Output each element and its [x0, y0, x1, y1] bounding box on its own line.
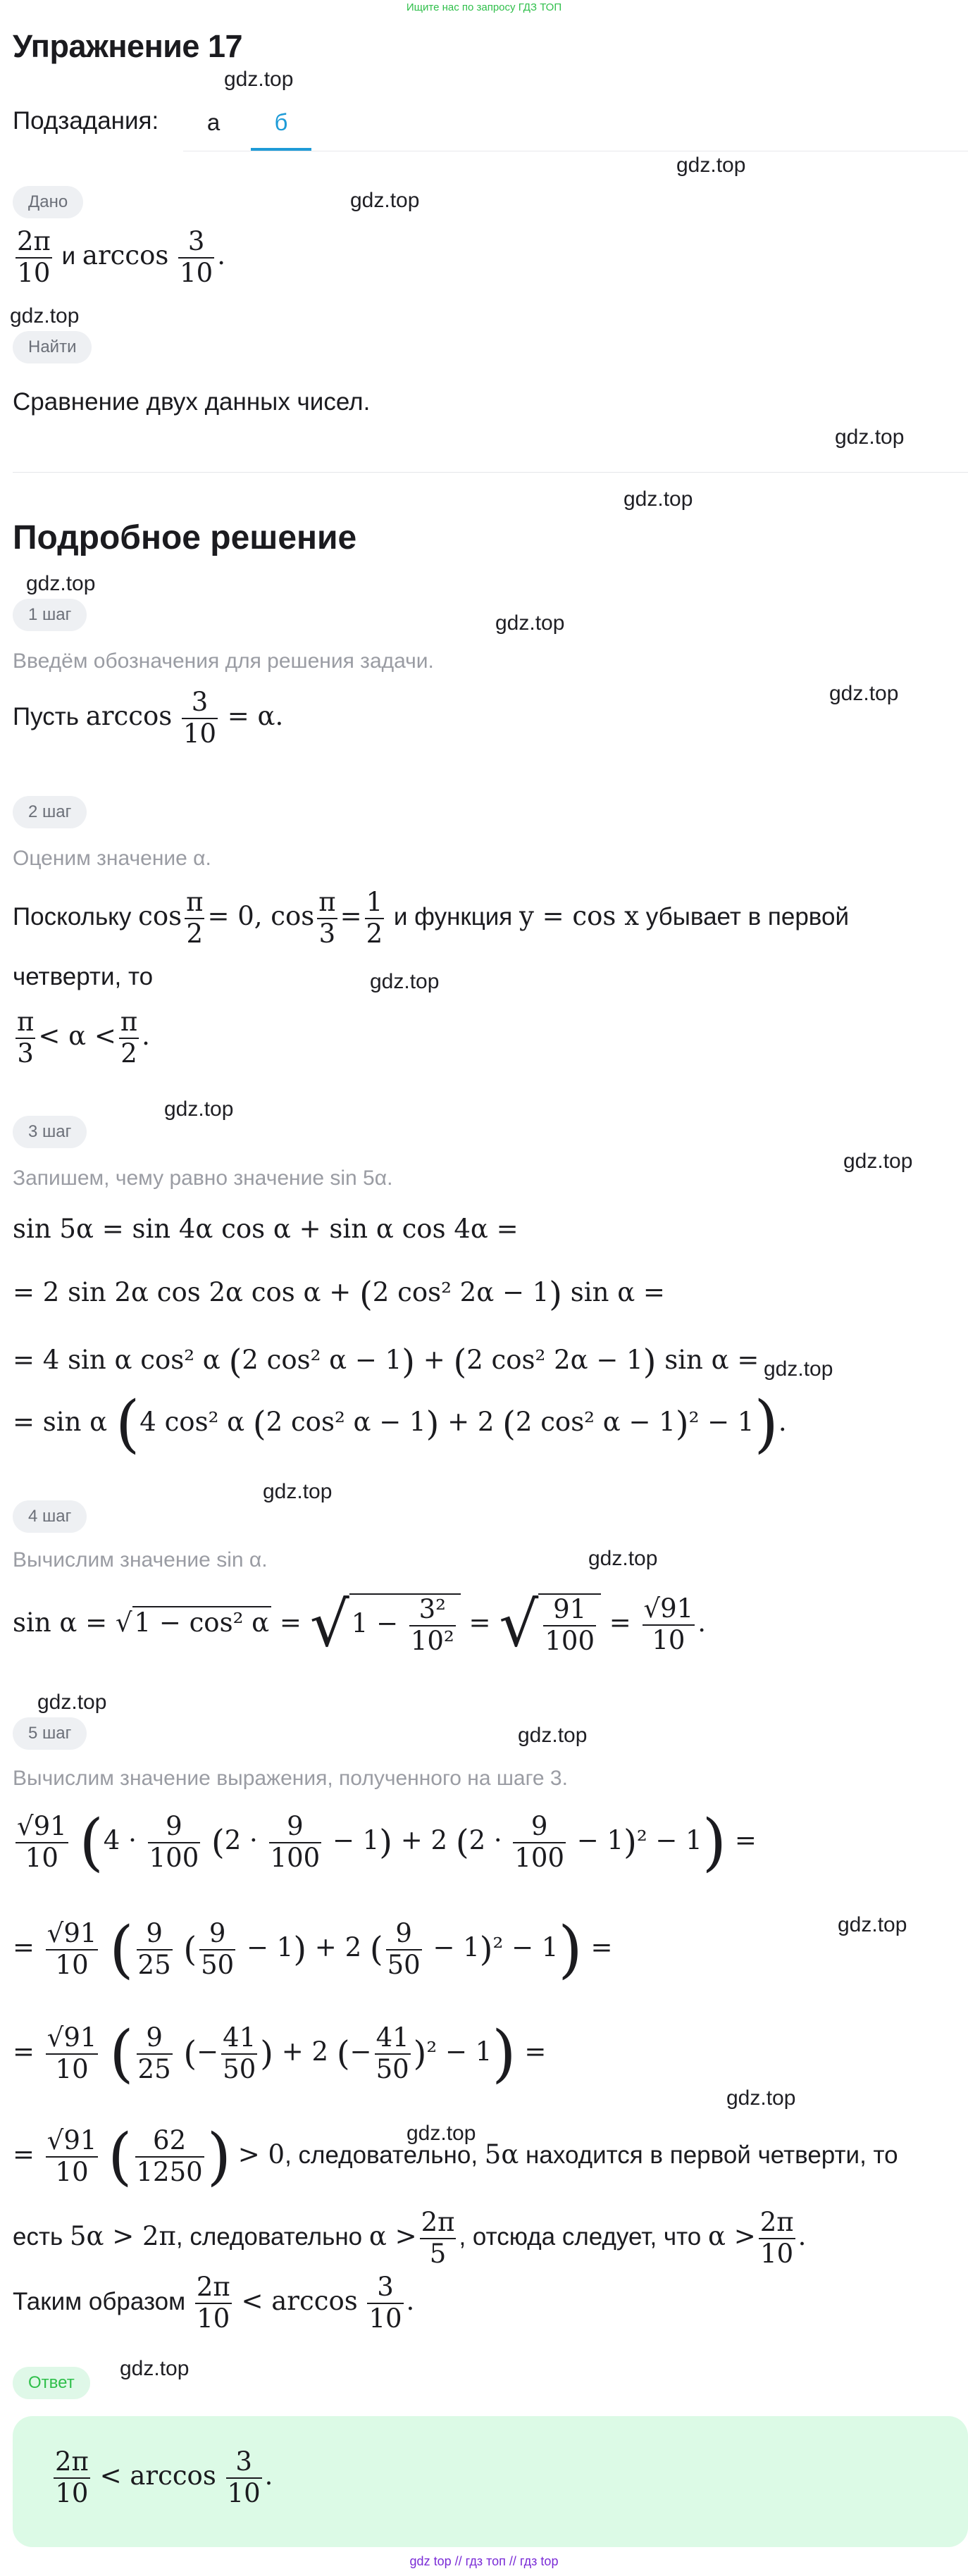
watermark: gdz.top — [726, 2086, 796, 2110]
step-4-badge: 4 шаг — [13, 1500, 87, 1533]
step-1-badge: 1 шаг — [13, 599, 87, 631]
step-4-math: sin α = √1 − cos² α = √1 − $\frac{\text{3²}}{\text{10²}}$ = √ $\frac{91}{100}$ = $\frac{√91}{10}$ . — [13, 1588, 706, 1661]
watermark: gdz.top — [835, 425, 905, 449]
watermark: gdz.top — [350, 189, 420, 212]
step-5-line6: Таким образом $\frac{2\pi}{10}$ < arccos $\frac{3}{10}$ . — [13, 2272, 415, 2334]
step-5-badge: 5 шаг — [13, 1717, 87, 1750]
step-2-math-line3: $\frac{\pi}{3}$ < α < $\frac{\pi}{2}$ . — [17, 1007, 150, 1069]
watermark: gdz.top — [370, 970, 440, 993]
watermark: gdz.top — [623, 487, 693, 511]
subtask-tabs — [183, 99, 968, 151]
step-1-desc: Введём обозначения для решения задачи. — [13, 649, 434, 673]
step-2-badge: 2 шаг — [13, 796, 87, 828]
watermark: gdz.top — [518, 1724, 588, 1747]
step-3-line4: = sin α (4 cos² α (2 cos² α − 1) + 2 (2 cos² α − 1)² − 1). — [13, 1387, 787, 1460]
step-5-line4: = $\frac{√91}{10}$ ( $\frac{62}{1250}$ ) > 0, следовательно, 5α находится в первой четверти, то — [13, 2120, 898, 2193]
given-and: и — [61, 242, 76, 270]
step-3-line3: = 4 sin α cos² α (2 cos² α − 1) + (2 cos² 2α − 1) sin α = — [13, 1342, 759, 1382]
watermark: gdz.top — [120, 2357, 190, 2380]
watermark: gdz.top — [26, 572, 96, 595]
watermark: gdz.top — [224, 68, 294, 91]
watermark: gdz.top — [37, 1691, 107, 1714]
watermark: gdz.top — [676, 154, 746, 177]
search-hint-banner: Ищите нас по запросу ГДЗ ТОП — [406, 1, 562, 13]
find-badge: Найти — [13, 331, 92, 363]
step-3-desc: Запишем, чему равно значение sin 5α. — [13, 1166, 393, 1190]
arccos-text: arccos — [82, 239, 169, 270]
watermark: gdz.top — [495, 611, 565, 635]
solution-title: Подробное решение — [13, 519, 357, 556]
watermark: gdz.top — [843, 1150, 913, 1173]
given-badge: Дано — [13, 186, 83, 218]
watermark: gdz.top — [263, 1480, 333, 1503]
step-1-math: Пусть arccos $\frac{3}{10}$ = α. — [13, 687, 284, 749]
find-text: Сравнение двух данных чисел. — [13, 388, 371, 416]
step-2-line2: четверти, то — [13, 963, 154, 990]
step-3-badge: 3 шаг — [13, 1116, 87, 1148]
fraction: $\frac{3}{10}$ — [180, 226, 213, 288]
fraction: $\frac{2\pi}{10}$ — [17, 226, 51, 288]
step-5-line3: = $\frac{√91}{10}$ ( $\frac{9}{25}$ (− $\frac{41}{50}$ ) + 2 (− $\frac{41}{50}$ )² − 1) = — [13, 2017, 547, 2090]
watermark: gdz.top — [588, 1547, 658, 1570]
tab-a[interactable]: а — [206, 109, 221, 135]
step-3-line2: = 2 sin 2α cos 2α cos α + (2 cos² 2α − 1) sin α = — [13, 1274, 665, 1314]
watermark: gdz.top — [829, 682, 899, 705]
step-5-line1: $\frac{√91}{10}$ (4 · $\frac{9}{100}$ (2 · $\frac{9}{100}$ − 1) + 2 (2 · $\frac{9}{100}$ − 1)² − 1) = — [17, 1805, 757, 1879]
watermark: gdz.top — [164, 1097, 234, 1121]
divider — [13, 472, 968, 473]
watermark: gdz.top — [838, 1913, 907, 1936]
page-title: Упражнение 17 — [13, 28, 243, 64]
step-2-desc: Оценим значение α. — [13, 847, 211, 870]
watermark: gdz.top — [764, 1357, 833, 1381]
answer-math: $\frac{2\pi}{10}$ < arccos $\frac{3}{10}$ . — [55, 2446, 273, 2508]
given-expression: $\frac{2\pi}{10}$ и arccos $\frac{3}{10}$ . — [17, 226, 225, 288]
step-5-desc: Вычислим значение выражения, полученного на шаге 3. — [13, 1767, 568, 1790]
footer-links[interactable]: gdz top // гдз топ // гдз top — [409, 2554, 559, 2568]
step-5-line5: есть 5α > 2π, следовательно α > $\frac{2\pi}{5}$ , отсюда следует, что α > $\frac{2\pi}{10}$ . — [13, 2207, 807, 2269]
watermark: gdz.top — [407, 2122, 476, 2145]
watermark: gdz.top — [10, 304, 80, 328]
tab-b[interactable]: б — [251, 99, 311, 151]
answer-badge: Ответ — [13, 2367, 90, 2399]
step-5-line2: = $\frac{√91}{10}$ ( $\frac{9}{25}$ ( $\frac{9}{50}$ − 1) + 2 ( $\frac{9}{50}$ − 1)² − 1) = — [13, 1912, 613, 1986]
subtasks-label: Подзадания: — [13, 107, 159, 135]
step-4-desc: Вычислим значение sin α. — [13, 1548, 268, 1572]
step-2-math-line1: Поскольку cos $\frac{\pi}{2}$ = 0, cos $\frac{\pi}{3}$ = $\frac{1}{2}$ и функция y = cos x убывает в первой — [13, 887, 850, 949]
step-3-line1: sin 5α = sin 4α cos α + sin α cos 4α = — [13, 1214, 519, 1244]
